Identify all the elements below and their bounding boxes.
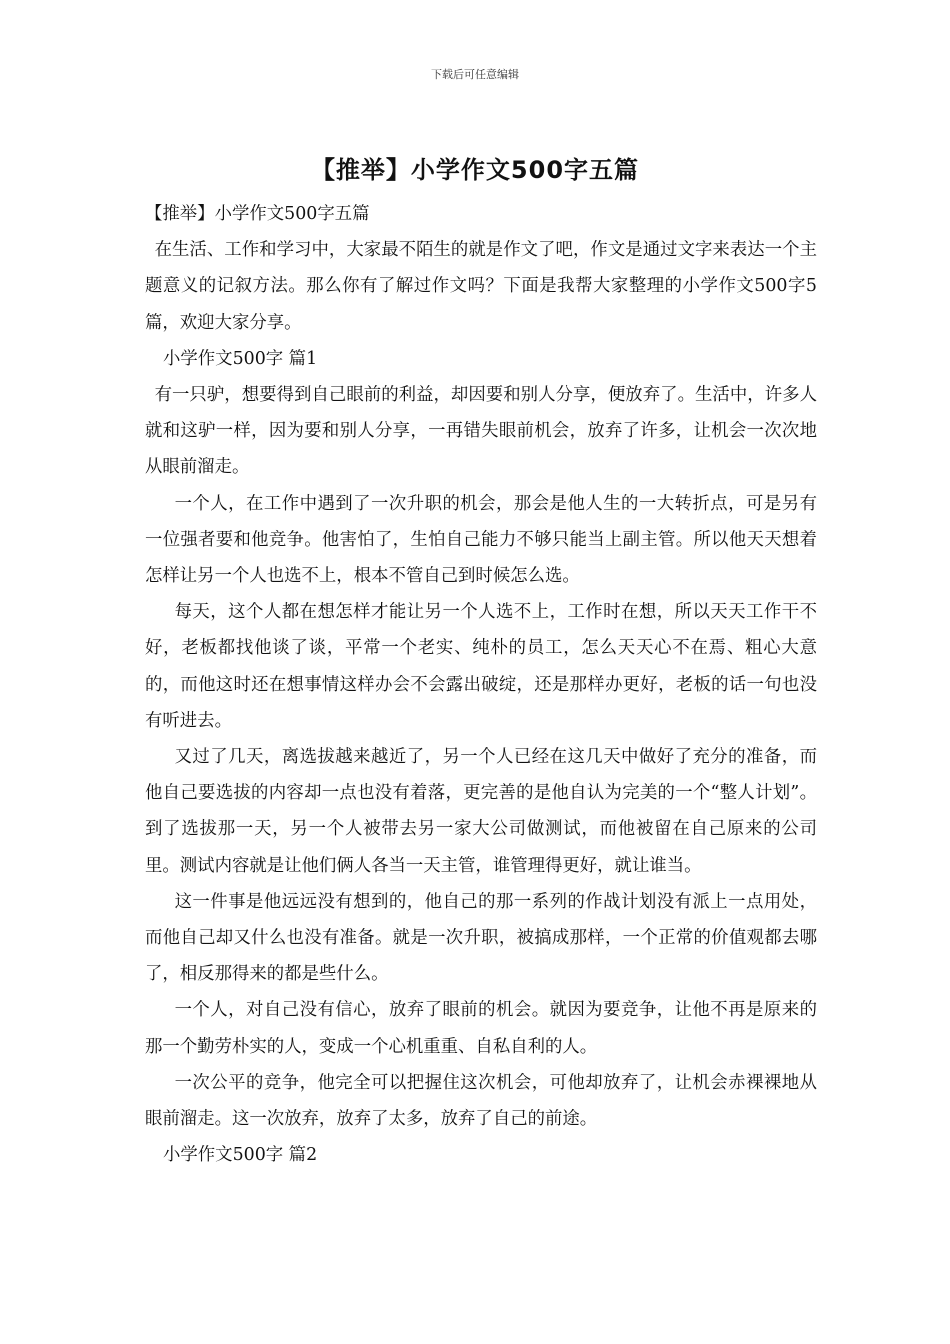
section-1-paragraph-4: 又过了几天，离选拔越来越近了，另一个人已经在这几天中做好了充分的准备，而他自己要选拔的内容却一点也没有着落，更完善的是他自认为完美的一个“整人计划”。到了选拔那一天，另一个人被带去另一家大公司做测试，而他被留在自己原来的公司里。测试内容就是让他们俩人各当一天主管，谁管理得更好，就让谁当。 xyxy=(145,747,817,876)
section-1-paragraph-1: 有一只驴，想要得到自己眼前的利益，却因要和别人分享，便放弃了。生活中，许多人就和这驴一样，因为要和别人分享，一再错失眼前机会，放弃了许多，让机会一次次地从眼前溜走。 xyxy=(145,385,817,478)
section-heading-1: 小学作文500字 篇1 xyxy=(163,348,318,369)
intro-paragraph: 在生活、工作和学习中，大家最不陌生的就是作文了吧，作文是通过文字来表达一个主题意义的记叙方法。那么你有了解过作文吗？下面是我帮大家整理的小学作文500字5篇，欢迎大家分享。 xyxy=(145,240,817,333)
section-1-paragraph-7: 一次公平的竞争，他完全可以把握住这次机会，可他却放弃了，让机会赤裸裸地从眼前溜走。这一次放弃，放弃了太多，放弃了自己的前途。 xyxy=(145,1072,817,1130)
document-subtitle: 【推举】小学作文500字五篇 xyxy=(145,204,370,224)
section-1-paragraph-5: 这一件事是他远远没有想到的，他自己的那一系列的作战计划没有派上一点用处，而他自己却又什么也没有准备。就是一次升职，被搞成那样，一个正常的价值观都去哪了，相反那得来的都是些什么。 xyxy=(145,891,817,985)
document-body xyxy=(145,196,817,1173)
page-header-note: 下载后可任意编辑 xyxy=(431,68,519,81)
section-heading-2: 小学作文500字 篇2 xyxy=(163,1145,318,1166)
document-title: 【推举】小学作文500字五篇 xyxy=(310,156,640,184)
section-1-paragraph-2: 一个人，在工作中遇到了一次升职的机会，那会是他人生的一大转折点，可是另有一位强者要和他竞争。他害怕了，生怕自己能力不够只能当上副主管。所以他天天想着怎样让另一个人也选不上，根本不管自己到时候怎么选。 xyxy=(145,493,817,587)
section-1-paragraph-3: 每天，这个人都在想怎样才能让另一个人选不上，工作时在想，所以天天工作干不好，老板都找他谈了谈，平常一个老实、纯朴的员工，怎么天天心不在焉、粗心大意的，而他这时还在想事情这样办会不会露出破绽，还是那样办更好，老板的话一句也没有听进去。 xyxy=(145,602,817,731)
section-1-paragraph-6: 一个人，对自己没有信心，放弃了眼前的机会。就因为要竞争，让他不再是原来的那一个勤劳朴实的人，变成一个心机重重、自私自利的人。 xyxy=(145,1000,817,1057)
